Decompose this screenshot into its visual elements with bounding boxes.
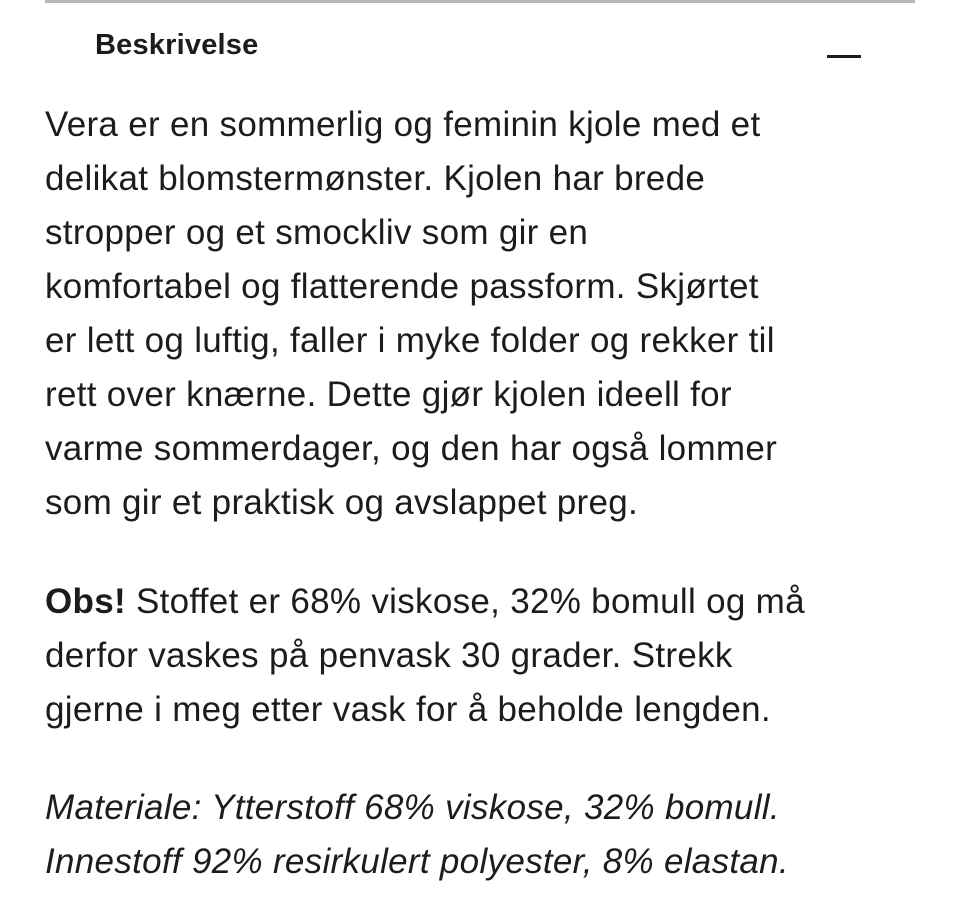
text-line: gjerne i meg etter vask for å beholde lengden. xyxy=(45,690,771,729)
description-paragraph xyxy=(45,98,925,530)
text-line: stropper og et smockliv som gir en xyxy=(45,213,589,252)
text-line: rett over knærne. Dette gjør kjolen ideell for xyxy=(45,375,732,414)
text-line: delikat blomstermønster. Kjolen har brede xyxy=(45,159,706,198)
care-note-text: Stoffet er 68% viskose, 32% bomull og må xyxy=(125,582,805,621)
text-line: varme sommerdager, og den har også lommer xyxy=(45,429,778,468)
material-paragraph xyxy=(45,781,925,889)
text-line: Innestoff 92% resirkulert polyester, 8% elastan. xyxy=(45,842,789,881)
accordion-header-description[interactable] xyxy=(45,3,915,83)
obs-label: Obs! xyxy=(45,582,126,621)
text-line: komfortabel og flatterende passform. Skjørtet xyxy=(45,267,759,306)
accordion-content xyxy=(45,98,925,889)
accordion-title: Beskrivelse xyxy=(95,29,259,61)
care-note-paragraph xyxy=(45,575,925,737)
text-line: som gir et praktisk og avslappet preg. xyxy=(45,483,639,522)
text-line: Vera er en sommerlig og feminin kjole med et xyxy=(45,105,761,144)
text-line: Materiale: Ytterstoff 68% viskose, 32% bomull. xyxy=(45,788,780,827)
text-line: er lett og luftig, faller i myke folder og rekker til xyxy=(45,321,775,360)
minus-icon[interactable] xyxy=(827,35,861,63)
text-line: derfor vaskes på penvask 30 grader. Strekk xyxy=(45,636,733,675)
text-line xyxy=(45,575,925,629)
